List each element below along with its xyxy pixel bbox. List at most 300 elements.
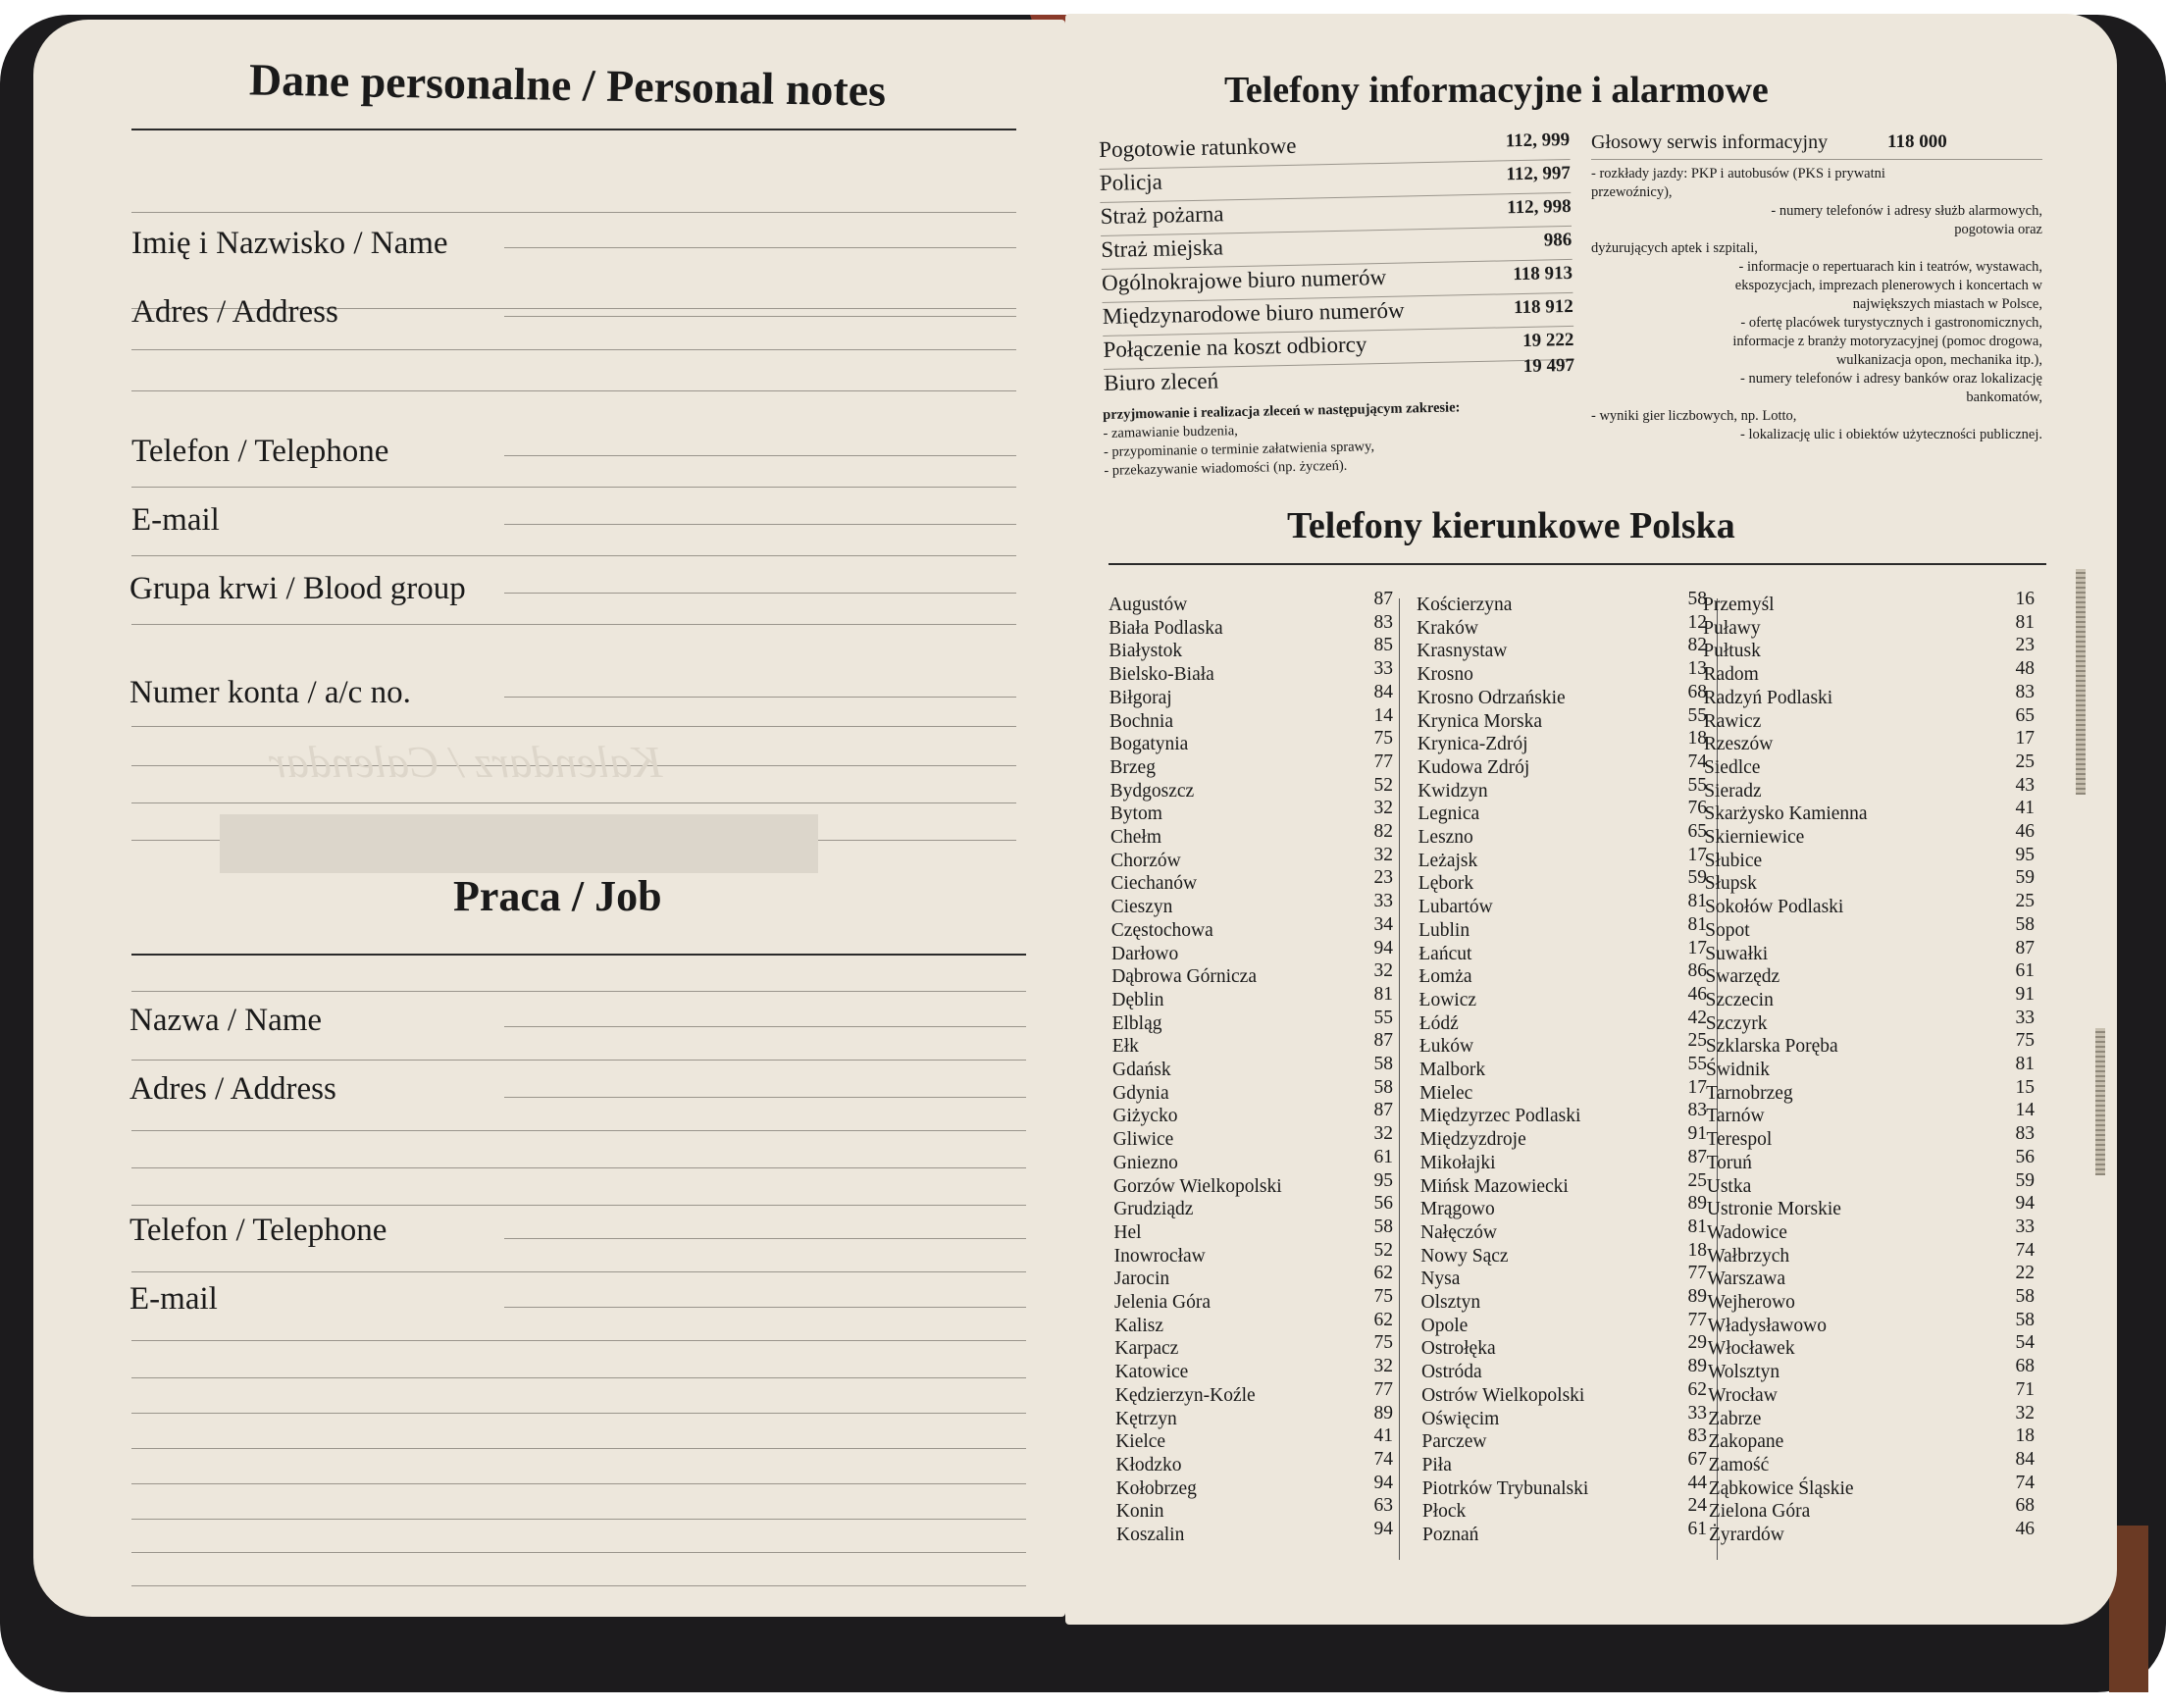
city-name: Płock: [1421, 1501, 1467, 1523]
voice-notes: [1591, 165, 2042, 444]
city-name: Cieszyn: [1110, 897, 1173, 918]
area-code: 89: [1687, 1356, 1707, 1377]
city-name: Augustów: [1109, 595, 1188, 615]
area-code: 33: [2015, 1007, 2035, 1028]
job-label-telephone: Telefon / Telephone: [129, 1213, 387, 1248]
city-name: Kwidzyn: [1418, 780, 1488, 802]
field-line: [504, 316, 1016, 317]
area-code: 95: [2015, 844, 2035, 865]
note-line: przyjmowanie i realizacja zleceń w następującym zakresie:: [1103, 399, 1461, 423]
area-code: 77: [1687, 1309, 1707, 1330]
area-code: 32: [1373, 1123, 1393, 1145]
city-name: Puławy: [1703, 617, 1761, 639]
city-name: Legnica: [1418, 803, 1480, 825]
ruled-line: [131, 624, 1016, 625]
city-name: Inowrocław: [1113, 1245, 1206, 1267]
city-name: Skierniewice: [1704, 827, 1805, 848]
field-label-name: Imię i Nazwisko / Name: [131, 226, 448, 261]
note-line: - przekazywanie wiadomości (np. życzeń).: [1104, 457, 1348, 479]
emergency-name: Połączenie na koszt odbiorcy: [1103, 332, 1367, 362]
ruled-line: [131, 1060, 1026, 1061]
area-code: 81: [2015, 611, 2035, 633]
emergency-number: 112, 999: [1505, 129, 1571, 152]
city-name: Kołobrzeg: [1115, 1477, 1197, 1499]
area-code: 55: [1687, 704, 1707, 726]
area-code: 61: [1687, 1519, 1707, 1539]
area-code: 68: [1687, 681, 1707, 702]
field-line: [504, 1097, 1026, 1098]
area-code: 77: [1687, 1263, 1707, 1284]
note-line: - ofertę placówek turystycznych i gastronomicznych,: [1740, 315, 2042, 331]
ruled-line: [131, 1340, 1026, 1341]
codes-title-underline: [1109, 563, 2046, 565]
area-code: 76: [1687, 798, 1707, 819]
emergency-name: Straż pożarna: [1100, 201, 1224, 229]
area-code: 15: [2015, 1076, 2035, 1098]
area-code: 86: [1687, 960, 1707, 982]
area-code: 34: [1373, 913, 1393, 935]
area-code: 83: [2015, 1123, 2035, 1145]
city-name: Jelenia Góra: [1114, 1292, 1211, 1313]
city-name: Sokołów Podlaski: [1704, 897, 1844, 918]
emergency-number: 19 222: [1521, 329, 1574, 351]
area-code: 33: [1373, 658, 1393, 680]
area-code: 14: [1373, 704, 1393, 726]
city-name: Międzyrzec Podlaski: [1419, 1106, 1581, 1127]
city-name: Siedlce: [1704, 756, 1761, 778]
city-name: Krosno Odrzańskie: [1417, 687, 1566, 708]
field-line: [504, 247, 1016, 248]
area-code: 42: [1687, 1007, 1707, 1028]
city-name: Bielsko-Biała: [1109, 664, 1214, 686]
personal-notes-title: Dane personalne / Personal notes: [248, 54, 887, 116]
emergency-name: Straż miejska: [1101, 234, 1224, 262]
city-name: Szczecin: [1705, 989, 1774, 1010]
area-code: 17: [1687, 937, 1707, 958]
area-code: 17: [1687, 1076, 1707, 1098]
city-name: Zielona Góra: [1708, 1501, 1811, 1523]
city-name: Nysa: [1420, 1268, 1461, 1290]
area-code: 18: [1687, 1239, 1707, 1261]
note-line: ekspozycjach, imprezach plenerowych i koncertach w: [1734, 278, 2042, 293]
ruled-line: [131, 555, 1016, 556]
area-code: 83: [1373, 611, 1393, 633]
area-code: 12: [1687, 611, 1707, 633]
city-name: Przemyśl: [1703, 595, 1775, 615]
city-name: Łowicz: [1418, 989, 1477, 1010]
area-code: 29: [1687, 1332, 1707, 1354]
city-name: Mińsk Mazowiecki: [1419, 1175, 1569, 1197]
city-name: Zakopane: [1708, 1431, 1784, 1453]
city-name: Piła: [1421, 1454, 1452, 1475]
area-code: 87: [1373, 589, 1393, 609]
field-line: [504, 1238, 1026, 1239]
note-line: przewoźnicy),: [1591, 184, 1673, 200]
city-name: Krynica Morska: [1417, 710, 1543, 732]
column-divider: [1399, 598, 1400, 1560]
note-line: - informacje o repertuarach kin i teatrów, wystawach,: [1738, 259, 2042, 275]
area-code: 43: [2015, 774, 2035, 796]
note-line: - numery telefonów i adresy banków oraz lokalizację: [1740, 371, 2042, 387]
field-line: [504, 593, 1016, 594]
area-code: 89: [1687, 1193, 1707, 1215]
city-name: Żyrardów: [1709, 1525, 1784, 1545]
note-line: największych miastach w Polsce,: [1852, 296, 2042, 312]
city-name: Szczyrk: [1705, 1012, 1768, 1034]
field-line: [504, 1026, 1026, 1027]
city-name: Brzeg: [1109, 756, 1156, 778]
city-name: Kudowa Zdrój: [1418, 756, 1530, 778]
city-name: Międzyzdroje: [1419, 1129, 1526, 1151]
area-code: 75: [1373, 1332, 1393, 1354]
city-name: Mikołajki: [1419, 1152, 1496, 1173]
area-code: 94: [1373, 1519, 1393, 1539]
city-name: Wadowice: [1707, 1221, 1787, 1243]
area-code: 68: [2015, 1356, 2035, 1377]
city-name: Skarżysko Kamienna: [1704, 803, 1868, 825]
area-code: 16: [2015, 589, 2035, 609]
city-name: Lębork: [1418, 873, 1474, 895]
note-line: wulkanizacja opon, mechanika itp.),: [1835, 352, 2042, 368]
city-name: Konin: [1115, 1501, 1164, 1523]
city-name: Wałbrzych: [1707, 1245, 1790, 1267]
city-name: Terespol: [1706, 1129, 1773, 1151]
area-code: 25: [2015, 750, 2035, 772]
field-line: [504, 455, 1016, 456]
city-name: Swarzędz: [1705, 966, 1780, 988]
city-name: Kielce: [1115, 1431, 1166, 1453]
field-label-blood-group: Grupa krwi / Blood group: [129, 571, 466, 606]
city-name: Warszawa: [1707, 1268, 1785, 1290]
city-name: Zabrze: [1708, 1408, 1762, 1429]
area-code: 41: [2015, 798, 2035, 819]
city-name: Łuków: [1418, 1036, 1474, 1058]
emergency-name: Biuro zleceń: [1103, 368, 1219, 395]
voice-divider: [1591, 159, 2042, 160]
city-name: Toruń: [1706, 1152, 1752, 1173]
city-name: Włocławek: [1707, 1338, 1795, 1360]
area-code: 62: [1373, 1309, 1393, 1330]
area-code: 44: [1687, 1472, 1707, 1493]
area-code: 84: [1373, 681, 1393, 702]
city-name: Kętrzyn: [1115, 1408, 1177, 1429]
area-code: 58: [2015, 913, 2035, 935]
area-code: 65: [1687, 821, 1707, 842]
city-name: Ostróda: [1420, 1362, 1482, 1383]
area-code: 24: [1687, 1495, 1707, 1517]
city-name: Nałęczów: [1420, 1221, 1497, 1243]
area-code: 94: [2015, 1193, 2035, 1215]
note-line: - zamawianie budzenia,: [1103, 423, 1239, 441]
city-name: Pułtusk: [1703, 641, 1761, 662]
area-code: 81: [2015, 1054, 2035, 1074]
emergency-number: 112, 998: [1506, 195, 1572, 219]
city-name: Ostrów Wielkopolski: [1421, 1384, 1585, 1406]
area-code: 59: [1687, 867, 1707, 889]
area-code: 32: [1373, 798, 1393, 819]
ruled-line: [131, 1483, 1026, 1484]
job-label-address: Adres / Address: [129, 1071, 336, 1107]
area-code: 61: [2015, 960, 2035, 982]
city-name: Lublin: [1418, 919, 1470, 941]
city-name: Rzeszów: [1703, 734, 1774, 755]
area-code: 32: [1373, 1356, 1393, 1377]
area-code: 46: [1687, 983, 1707, 1005]
note-line: - przypominanie o terminie załatwienia sprawy,: [1103, 439, 1375, 460]
area-code: 58: [1687, 589, 1707, 609]
city-name: Malbork: [1419, 1060, 1486, 1080]
codes-title: Telefony kierunkowe Polska: [1287, 505, 1735, 546]
area-code: 46: [2015, 1519, 2035, 1539]
city-name: Wrocław: [1708, 1384, 1778, 1406]
area-code: 91: [1687, 1123, 1707, 1145]
ruled-line: [131, 1377, 1026, 1378]
area-code: 56: [1373, 1193, 1393, 1215]
city-name: Zamość: [1708, 1454, 1770, 1475]
area-code: 81: [1687, 1216, 1707, 1237]
area-code: 65: [2015, 704, 2035, 726]
city-name: Katowice: [1114, 1362, 1189, 1383]
city-name: Oświęcim: [1421, 1408, 1500, 1429]
area-code: 33: [1373, 891, 1393, 912]
city-name: Rawicz: [1703, 710, 1762, 732]
city-name: Kalisz: [1114, 1315, 1164, 1336]
city-name: Nowy Sącz: [1420, 1245, 1509, 1267]
area-code: 75: [1373, 728, 1393, 750]
city-name: Hel: [1113, 1221, 1142, 1243]
area-code: 74: [1373, 1448, 1393, 1470]
note-line: informacje z branży motoryzacyjnej (pomoc drogowa,: [1732, 334, 2042, 349]
area-code: 46: [2015, 821, 2035, 842]
city-name: Gdynia: [1112, 1082, 1169, 1104]
city-name: Giżycko: [1112, 1106, 1178, 1127]
note-line: - numery telefonów i adresy służb alarmowych,: [1771, 203, 2042, 219]
city-name: Koszalin: [1116, 1525, 1185, 1545]
emergency-number: 112, 997: [1506, 162, 1572, 185]
field-label-email: E-mail: [131, 502, 220, 538]
area-code: 87: [1373, 1030, 1393, 1052]
city-name: Chełm: [1110, 827, 1161, 848]
page-edge-tab: [2095, 1028, 2105, 1175]
city-name: Władysławowo: [1707, 1315, 1827, 1336]
area-code: 94: [1373, 937, 1393, 958]
area-code: 62: [1687, 1378, 1707, 1400]
city-name: Lubartów: [1418, 897, 1493, 918]
area-code: 58: [1373, 1054, 1393, 1074]
city-name: Bytom: [1109, 803, 1162, 825]
field-line: [504, 524, 1016, 525]
city-name: Piotrków Trybunalski: [1421, 1477, 1589, 1499]
area-code: 18: [1687, 728, 1707, 750]
city-name: Łańcut: [1418, 943, 1472, 964]
ruled-line: [131, 1448, 1026, 1449]
area-code: 13: [1687, 658, 1707, 680]
emergency-list: [1099, 128, 1575, 422]
ruled-line: [131, 212, 1016, 213]
show-through-block: [220, 814, 818, 873]
city-name: Bydgoszcz: [1109, 780, 1195, 802]
city-name: Kościerzyna: [1417, 595, 1513, 615]
city-name: Krynica-Zdrój: [1417, 734, 1528, 755]
emergency-name: Pogotowie ratunkowe: [1099, 132, 1297, 162]
city-name: Poznań: [1422, 1525, 1479, 1545]
city-name: Krasnystaw: [1417, 641, 1508, 662]
field-line: [504, 697, 1016, 698]
job-title-underline: [131, 954, 1026, 956]
field-label-account: Numer konta / a/c no.: [129, 675, 411, 710]
area-code: 81: [1687, 913, 1707, 935]
area-code: 77: [1373, 1378, 1393, 1400]
area-code: 87: [2015, 937, 2035, 958]
city-name: Bochnia: [1109, 710, 1173, 732]
area-code: 89: [1373, 1402, 1393, 1423]
area-code: 74: [2015, 1472, 2035, 1493]
area-code: 71: [2015, 1378, 2035, 1400]
ruled-line: [131, 1205, 1026, 1206]
area-code: 89: [1687, 1286, 1707, 1307]
city-name: Mrągowo: [1419, 1199, 1495, 1220]
area-code: 14: [2015, 1100, 2035, 1121]
city-name: Jarocin: [1113, 1268, 1170, 1290]
area-code: 75: [1373, 1286, 1393, 1307]
ruled-line: [131, 390, 1016, 391]
city-name: Biała Podlaska: [1109, 617, 1223, 639]
area-code: 83: [1687, 1425, 1707, 1447]
city-name: Kraków: [1417, 617, 1478, 639]
area-code: 41: [1373, 1425, 1393, 1447]
area-code: 17: [2015, 728, 2035, 750]
area-code: 67: [1687, 1448, 1707, 1470]
city-name: Łomża: [1418, 966, 1472, 988]
emergency-name: Ogólnokrajowe biuro numerów: [1101, 264, 1387, 295]
emergency-number: 19 497: [1522, 354, 1575, 377]
city-name: Łódź: [1418, 1012, 1459, 1034]
area-code: 33: [1687, 1402, 1707, 1423]
city-name: Kędzierzyn-Koźle: [1114, 1384, 1256, 1406]
city-name: Wolsztyn: [1707, 1362, 1780, 1383]
city-name: Biłgoraj: [1109, 687, 1172, 708]
field-label-telephone: Telefon / Telephone: [131, 434, 389, 469]
city-name: Sieradz: [1704, 780, 1762, 802]
city-name: Parczew: [1421, 1431, 1487, 1453]
job-label-email: E-mail: [129, 1281, 218, 1317]
note-line: bankomatów,: [1966, 389, 2042, 405]
voice-service-name: Głosowy serwis informacyjny: [1591, 131, 1829, 153]
area-code: 52: [1373, 1239, 1393, 1261]
area-code: 62: [1373, 1263, 1393, 1284]
city-name: Grudziądz: [1113, 1199, 1194, 1220]
area-code: 87: [1373, 1100, 1393, 1121]
area-code: 58: [2015, 1309, 2035, 1330]
phones-title: Telefony informacyjne i alarmowe: [1224, 70, 1769, 111]
city-name: Gliwice: [1112, 1129, 1174, 1151]
area-code: 32: [1373, 844, 1393, 865]
area-code: 23: [1373, 867, 1393, 889]
city-name: Mielec: [1419, 1082, 1473, 1104]
ruled-line: [131, 1519, 1026, 1520]
area-code: 91: [2015, 983, 2035, 1005]
emergency-name: Międzynarodowe biuro numerów: [1102, 297, 1405, 329]
field-line: [504, 1307, 1026, 1308]
city-name: Ełk: [1111, 1036, 1139, 1058]
area-code: 58: [2015, 1286, 2035, 1307]
area-code: 55: [1687, 774, 1707, 796]
area-code: 77: [1373, 750, 1393, 772]
city-name: Opole: [1420, 1315, 1469, 1336]
ruled-line: [131, 1271, 1026, 1272]
city-name: Białystok: [1109, 641, 1183, 662]
area-code: 59: [2015, 1169, 2035, 1191]
area-code: 17: [1687, 844, 1707, 865]
city-name: Gniezno: [1112, 1152, 1178, 1173]
city-name: Darłowo: [1111, 943, 1179, 964]
city-name: Sopot: [1705, 919, 1750, 941]
note-line: - rozkłady jazdy: PKP i autobusów (PKS i prywatni: [1591, 166, 1885, 181]
ruled-line: [131, 1167, 1026, 1168]
city-name: Tarnobrzeg: [1706, 1082, 1793, 1104]
city-name: Ciechanów: [1110, 873, 1198, 895]
show-through-text: Kalendarz / Calendar: [269, 737, 663, 787]
city-name: Dąbrowa Górnicza: [1111, 966, 1257, 988]
area-code: 32: [2015, 1402, 2035, 1423]
city-name: Olsztyn: [1420, 1292, 1481, 1313]
title-underline: [131, 129, 1016, 130]
city-name: Radom: [1703, 664, 1759, 686]
area-code: 94: [1373, 1472, 1393, 1493]
city-name: Krosno: [1417, 664, 1473, 686]
area-code: 54: [2015, 1332, 2035, 1354]
voice-service-number: 118 000: [1887, 131, 1947, 152]
area-code: 25: [1687, 1169, 1707, 1191]
city-name: Słupsk: [1704, 873, 1757, 895]
city-name: Bogatynia: [1109, 734, 1189, 755]
city-name: Słubice: [1704, 850, 1763, 871]
city-name: Gdańsk: [1112, 1060, 1171, 1080]
area-code: 58: [1373, 1216, 1393, 1237]
ruled-line: [131, 1413, 1026, 1414]
job-label-name: Nazwa / Name: [129, 1003, 323, 1038]
area-code: 48: [2015, 658, 2035, 680]
area-code: 18: [2015, 1425, 2035, 1447]
area-code: 55: [1373, 1007, 1393, 1028]
area-code: 25: [2015, 891, 2035, 912]
field-label-address: Adres / Address: [131, 294, 338, 330]
right-page: [1065, 14, 2117, 1625]
emergency-number: 118 912: [1513, 295, 1573, 319]
area-code: 32: [1373, 960, 1393, 982]
area-code: 83: [1687, 1100, 1707, 1121]
city-name: Szklarska Poręba: [1705, 1036, 1838, 1058]
codes-column: [1109, 589, 1393, 1576]
area-code: 81: [1687, 891, 1707, 912]
codes-column: [1703, 589, 2035, 1576]
city-name: Dęblin: [1111, 989, 1164, 1010]
note-line: - wyniki gier liczbowych, np. Lotto,: [1591, 408, 1797, 424]
codes-column: [1417, 589, 1707, 1576]
ruled-line: [131, 802, 1016, 803]
area-code: 82: [1687, 635, 1707, 656]
note-line: - lokalizację ulic i obiektów użyteczności publicznej.: [1739, 427, 2042, 442]
area-code: 83: [2015, 681, 2035, 702]
city-name: Radzyń Podlaski: [1703, 687, 1833, 708]
ruled-line: [131, 726, 1016, 727]
area-code: 95: [1373, 1169, 1393, 1191]
city-name: Tarnów: [1706, 1106, 1765, 1127]
area-code: 23: [2015, 635, 2035, 656]
ruled-line: [131, 1585, 1026, 1586]
city-name: Częstochowa: [1110, 919, 1213, 941]
ruled-line: [131, 991, 1026, 992]
